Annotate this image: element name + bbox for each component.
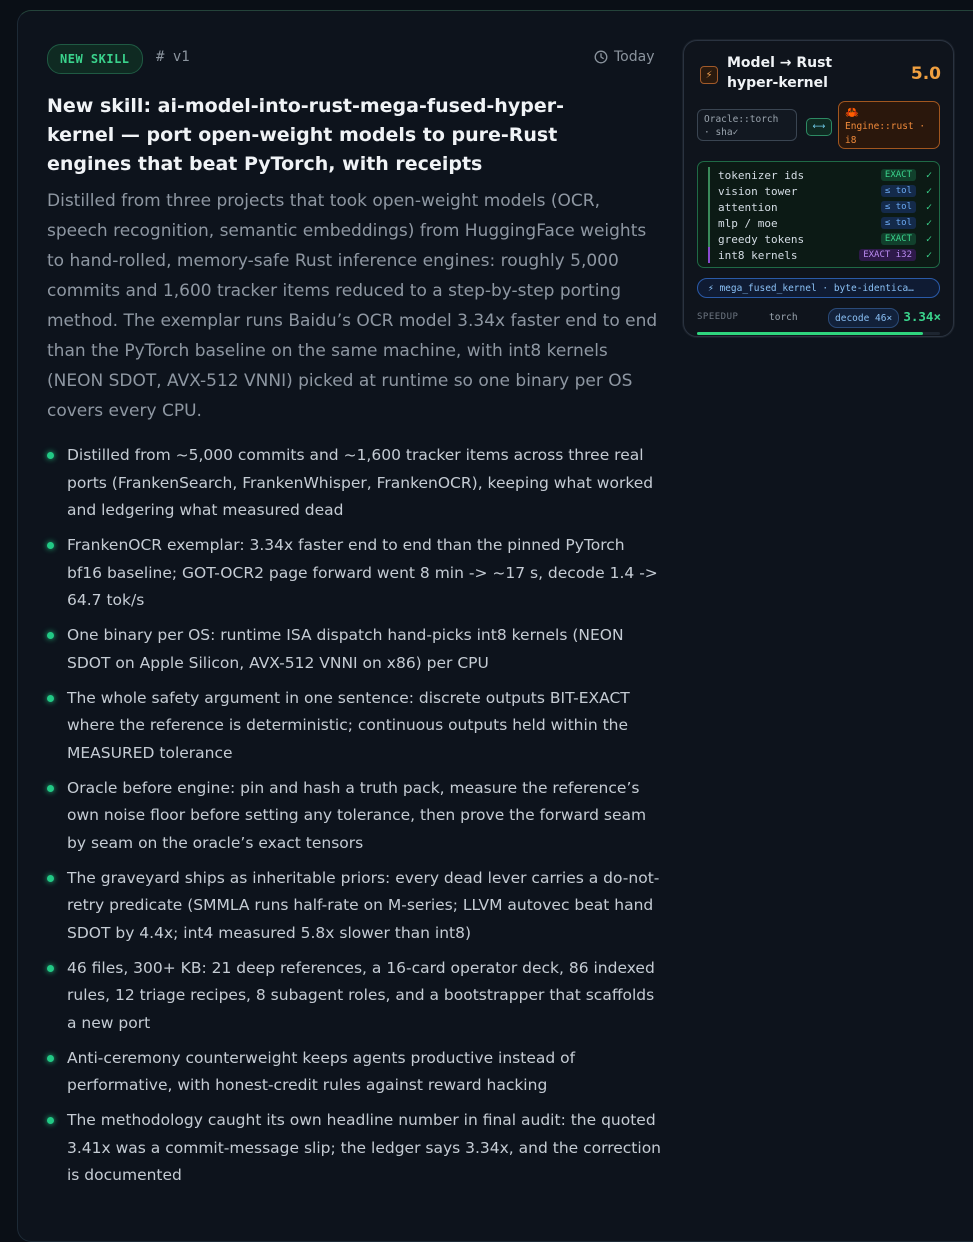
bullet-dot-icon xyxy=(47,542,54,549)
card-score: 5.0 xyxy=(910,64,941,84)
bullet-text: 46 files, 300+ KB: 21 deep references, a 16-card operator deck, 86 indexed rules, 12 triage recipes, 8 subagent roles, and a bootstrapper that scaffolds a new port xyxy=(67,958,655,1032)
check-mark-icon: ✓ xyxy=(925,233,932,245)
bullet-text: The methodology caught its own headline number in final audit: the quoted 3.41x was a commit-message slip; the ledger says 3.34x, and the correction is documented xyxy=(67,1111,662,1184)
check-mark-icon: ✓ xyxy=(925,169,932,181)
oracle-line: Oracle::torch xyxy=(704,114,779,125)
check-row xyxy=(708,247,932,263)
check-row xyxy=(708,183,932,199)
new-skill-badge: NEW SKILL xyxy=(47,44,143,74)
date-text: Today xyxy=(614,49,655,65)
speedup-value: 3.34× xyxy=(903,309,941,324)
bullet-list xyxy=(47,442,662,1197)
bullet-dot-icon xyxy=(47,1055,54,1062)
oracle-box xyxy=(697,109,797,141)
check-row xyxy=(708,167,932,183)
crab-icon: 🦀 xyxy=(845,106,859,119)
bullet-dot-icon xyxy=(47,632,54,639)
bullet-text: One binary per OS: runtime ISA dispatch hand-picks int8 kernels (NEON SDOT on Apple Silicon, AVX-512 VNNI on x86) per CPU xyxy=(67,626,624,672)
list-item xyxy=(47,685,662,768)
bullet-text: Distilled from ~5,000 commits and ~1,600 tracker items across three real ports (FrankenSearch, FrankenWhisper, FrankenOCR), keeping what worked and ledgering what measured dead xyxy=(67,446,654,519)
list-item xyxy=(47,442,662,525)
bullet-dot-icon xyxy=(47,875,54,882)
check-mark-icon: ✓ xyxy=(925,185,932,197)
check-mark-icon: ✓ xyxy=(925,249,932,261)
engine-line: i8 xyxy=(845,135,857,146)
post-title: New skill: ai-model-into-rust-mega-fused-hyper-kernel — port open-weight models to pure-Rust engines that beat PyTorch, with receipts xyxy=(47,95,564,175)
post-lede: Distilled from three projects that took open-weight models (OCR, speech recognition, semantic embeddings) from HuggingFace weights to hand-rolled, memory-safe Rust inference engines: roughly 5,000 commits and 1,600 tracker items reduced to a step-by-step porting method. The exemplar runs Baidu’s OCR model 3.34x faster end to end than the PyTorch baseline on the same machine, with int8 kernels (NEON SDOT, AVX-512 VNNI) picked at runtime so one binary per OS covers every CPU. xyxy=(47,191,658,421)
bullet-text: The graveyard ships as inheritable priors: every dead lever carries a do-not-retry predicate (SMMLA runs half-rate on M-series; LLVM autovec beat hand SDOT by 4.4x; int4 measured 5.8x slower than int8) xyxy=(67,868,660,942)
card-title: Model → Rust hyper-kernel xyxy=(727,55,833,91)
check-label: mlp / moe xyxy=(718,216,778,230)
parity-checks xyxy=(697,161,940,268)
clock-icon xyxy=(594,50,608,64)
list-item xyxy=(47,865,662,948)
check-tag: ≤ tol xyxy=(881,185,916,197)
engine-box xyxy=(838,101,940,149)
check-tag: EXACT i32 xyxy=(859,249,916,261)
list-item xyxy=(47,532,662,615)
list-item xyxy=(47,775,662,858)
bullet-dot-icon xyxy=(47,452,54,459)
bullet-dot-icon xyxy=(47,965,54,972)
lightning-icon: ⚡ xyxy=(700,66,718,84)
check-label: vision tower xyxy=(718,184,798,198)
bullet-dot-icon xyxy=(47,695,54,702)
bullet-text: The whole safety argument in one sentence: discrete outputs BIT-EXACT where the reference is deterministic; continuous outputs held within the MEASURED tolerance xyxy=(67,688,630,762)
oracle-line: · sha✓ xyxy=(704,127,739,138)
speedup-label: SPEEDUP xyxy=(697,312,739,322)
check-tag: ≤ tol xyxy=(881,201,916,213)
bullet-text: Oracle before engine: pin and hash a truth pack, measure the reference’s own noise floor before setting any tolerance, then prove the forward seam by seam on the oracle’s exact tensors xyxy=(67,778,647,852)
version-label: # v1 xyxy=(156,49,190,65)
check-label: attention xyxy=(718,200,778,214)
date-stamp xyxy=(594,49,655,65)
bidirectional-arrow-icon: ⟷ xyxy=(806,118,832,136)
bullet-dot-icon xyxy=(47,785,54,792)
bullet-dot-icon xyxy=(47,1117,54,1124)
kernel-pill: ⚡ mega_fused_kernel · byte-identica… xyxy=(697,278,940,298)
speedup-decode-pill: decode 46× xyxy=(828,308,899,328)
speedup-bar-fill xyxy=(697,332,923,335)
engine-line: Engine::rust · xyxy=(845,121,926,132)
check-tag: EXACT xyxy=(881,233,916,245)
list-item xyxy=(47,622,662,677)
bullet-text: Anti-ceremony counterweight keeps agents productive instead of performative, with honest-credit rules against reward hacking xyxy=(67,1048,576,1094)
skill-card[interactable] xyxy=(683,40,954,337)
check-mark-icon: ✓ xyxy=(925,217,932,229)
speedup-baseline: torch xyxy=(769,312,798,323)
speedup-bar xyxy=(697,332,940,335)
check-tag: EXACT xyxy=(881,169,916,181)
check-label: int8 kernels xyxy=(718,248,798,262)
check-row xyxy=(708,215,932,231)
check-tag: ≤ tol xyxy=(881,217,916,229)
check-row xyxy=(708,231,932,247)
check-label: tokenizer ids xyxy=(718,168,805,182)
list-item xyxy=(47,955,662,1038)
check-mark-icon: ✓ xyxy=(925,201,932,213)
check-row xyxy=(708,199,932,215)
list-item xyxy=(47,1107,662,1190)
list-item xyxy=(47,1045,662,1100)
check-label: greedy tokens xyxy=(718,232,805,246)
bullet-text: FrankenOCR exemplar: 3.34x faster end to end than the pinned PyTorch bf16 baseline; GOT-OCR2 page forward went 8 min -> ~17 s, decode 1.4 -> 64.7 tok/s xyxy=(67,536,658,609)
